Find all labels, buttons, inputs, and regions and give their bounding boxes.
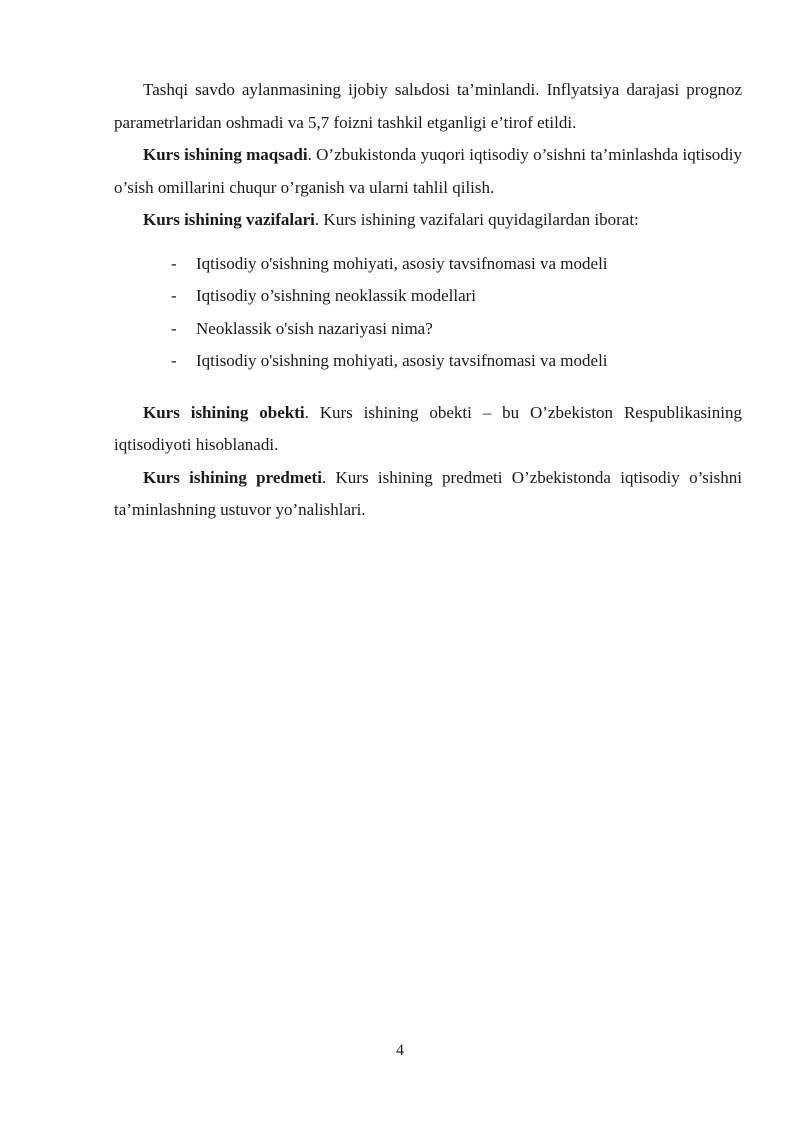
list-item-text: Iqtisodiy o'sishning mohiyati, asosiy tavsifnomasi va modeli [196, 351, 608, 370]
list-item-text: Neoklassik o'sish nazariyasi nima? [196, 318, 433, 338]
list-item [114, 313, 742, 346]
section-label-tasks: Kurs ishining vazifalari [143, 210, 315, 229]
paragraph-goal [114, 139, 742, 204]
section-label-object: Kurs ishining obekti [143, 402, 305, 422]
list-item [114, 248, 742, 281]
body-text [114, 74, 742, 527]
paragraph-text: . Kurs ishining predmeti O’zbekistonda iqtisodiy o’sishni ta’minlashning ustuvor yo’nalishlari. [114, 467, 742, 519]
list-item [114, 280, 742, 313]
dash-bullet: - [171, 253, 177, 273]
section-label-goal: Kurs ishining maqsadi [143, 145, 308, 164]
paragraph-text: . Kurs ishining vazifalari quyidagilardan iborat: [314, 210, 639, 229]
paragraph-text: . Kurs ishining obekti – bu O’zbekiston Respublikasining iqtisodiyoti hisoblanadi. [114, 402, 742, 454]
dash-bullet: - [171, 351, 177, 370]
dash-bullet: - [171, 286, 177, 305]
dash-bullet: - [171, 318, 177, 338]
paragraph-text: Tashqi savdo aylanmasining ijobiy salьdosi ta’minlandi. Inflyatsiya darajasi prognoz parametrlaridan oshmadi va 5,7 foizni tashkil etganligi e’tirof etildi. [114, 80, 742, 132]
task-list [114, 248, 742, 378]
paragraph-object [114, 397, 742, 462]
list-item [114, 345, 742, 378]
list-item-text: Iqtisodiy o’sishning neoklassik modellari [196, 286, 477, 305]
list-item-text: Iqtisodiy o'sishning mohiyati, asosiy tavsifnomasi va modeli [196, 253, 608, 273]
paragraph-subject [114, 462, 742, 527]
page-number: 4 [396, 1042, 404, 1059]
paragraph-tasks [114, 204, 742, 237]
paragraph-trade-balance [114, 74, 742, 139]
paragraph-text: . O’zbukistonda yuqori iqtisodiy o’sishni ta’minlashda iqtisodiy o’sish omillarini chuqur o’rganish va ularni tahlil qilish. [114, 145, 742, 197]
section-label-subject: Kurs ishining predmeti [143, 467, 322, 487]
